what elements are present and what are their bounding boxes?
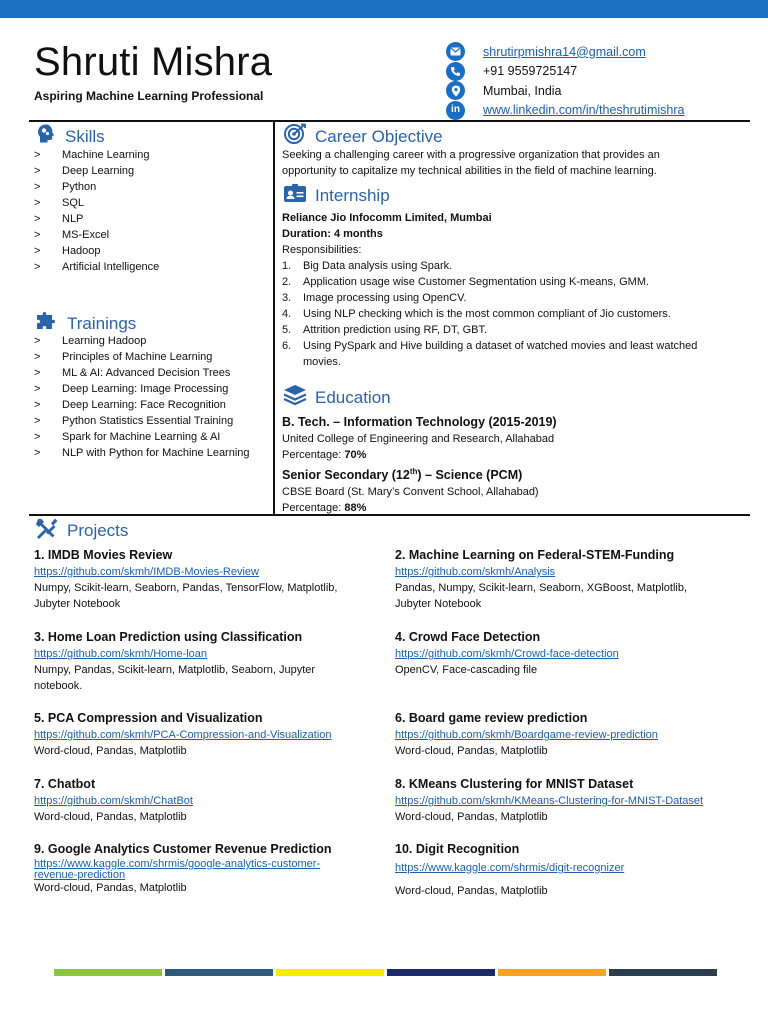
list-item: 4. Using NLP checking which is the most common compliant of Jio customers. bbox=[282, 308, 671, 320]
project-item: 10. Digit Recognition https://www.kaggle.com/shrmis/digit-recognizer Word-cloud, Pandas, Matplotlib bbox=[395, 842, 625, 897]
career-text: Seeking a challenging career with a progressive organization that provides an opportunity to capitalize my technical abilities in the field of machine learning. bbox=[282, 149, 660, 177]
project-item: 4. Crowd Face Detection https://github.com/skmh/Crowd-face-detection OpenCV, Face-cascading file bbox=[395, 630, 619, 676]
education-details bbox=[282, 413, 557, 516]
project-link[interactable]: https://github.com/skmh/ChatBot bbox=[34, 795, 193, 807]
project-link[interactable]: https://github.com/skmh/PCA-Compression-and-Visualization bbox=[34, 729, 332, 741]
project-link[interactable]: https://github.com/skmh/Crowd-face-detection bbox=[395, 648, 619, 660]
project-item: 9. Google Analytics Customer Revenue Prediction https://www.kaggle.com/shrmis/google-analytics-customer- revenue-prediction Word-cloud, Pandas, Matplotlib bbox=[34, 842, 332, 894]
brain-head-icon bbox=[35, 123, 57, 150]
btech-degree: B. Tech. – Information Technology (2015-2019) bbox=[282, 415, 557, 429]
project-item: 5. PCA Compression and Visualization https://github.com/skmh/PCA-Compression-and-Visualization Word-cloud, Pandas, Matplotlib bbox=[34, 711, 332, 757]
contact-block bbox=[446, 42, 746, 120]
ss-board: CBSE Board (St. Mary’s Convent School, Allahabad) bbox=[282, 486, 539, 499]
project-link[interactable]: https://github.com/skmh/Home-loan bbox=[34, 648, 208, 660]
email-icon bbox=[446, 42, 465, 61]
footer-color-bar bbox=[54, 969, 720, 976]
list-item: > ML & AI: Advanced Decision Trees bbox=[34, 367, 231, 379]
linkedin-link[interactable]: www.linkedin.com/in/theshrutimishra bbox=[483, 103, 685, 118]
project-link[interactable]: https://github.com/skmh/IMDB-Movies-Review bbox=[34, 566, 259, 578]
list-item: > Principles of Machine Learning bbox=[34, 351, 213, 363]
list-item: > Hadoop bbox=[34, 245, 101, 257]
skills-list bbox=[34, 147, 159, 275]
footer-segment bbox=[165, 969, 273, 976]
location-pin-icon bbox=[446, 81, 465, 100]
footer-segment bbox=[276, 969, 384, 976]
trainings-title: Trainings bbox=[67, 313, 137, 333]
candidate-name: Shruti Mishra bbox=[34, 40, 273, 84]
skills-heading bbox=[35, 123, 105, 150]
responsibilities-list bbox=[282, 258, 697, 370]
list-item: > SQL bbox=[34, 197, 85, 209]
footer-segment bbox=[498, 969, 606, 976]
btech-college: United College of Engineering and Research, Allahabad bbox=[282, 433, 555, 445]
contact-email-row bbox=[446, 42, 746, 62]
project-item: 6. Board game review prediction https://github.com/skmh/Boardgame-review-prediction Word-cloud, Pandas, Matplotlib bbox=[395, 711, 658, 757]
column-divider bbox=[273, 120, 275, 515]
project-link[interactable]: https://www.kaggle.com/shrmis/digit-recognizer bbox=[395, 862, 625, 874]
btech-percentage: Percentage: 70% bbox=[282, 449, 367, 461]
contact-location-row bbox=[446, 81, 746, 101]
list-item: > Learning Hadoop bbox=[34, 335, 147, 347]
footer-segment bbox=[387, 969, 495, 976]
location-text: Mumbai, India bbox=[483, 83, 562, 98]
phone-number: +91 9559725147 bbox=[483, 64, 578, 79]
education-heading bbox=[283, 384, 391, 411]
list-item: > NLP bbox=[34, 213, 84, 225]
footer-segment bbox=[609, 969, 717, 976]
project-link-continuation[interactable]: revenue-prediction bbox=[34, 869, 126, 881]
skills-title: Skills bbox=[65, 126, 105, 146]
id-badge-icon bbox=[283, 183, 307, 208]
list-item: 3. Image processing using OpenCV. bbox=[282, 292, 467, 304]
email-link[interactable]: shrutirpmishra14@gmail.com bbox=[483, 44, 646, 59]
career-heading bbox=[283, 123, 443, 150]
list-item: 5. Attrition prediction using RF, DT, GBT. bbox=[282, 324, 488, 336]
list-item-continuation: movies. bbox=[303, 356, 341, 368]
project-item: 2. Machine Learning on Federal-STEM-Funding https://github.com/skmh/Analysis Pandas, Numpy, Scikit-learn, Seaborn, XGBoost, Matplotlib, Jubyter Notebook bbox=[395, 548, 688, 610]
project-link[interactable]: https://github.com/skmh/Boardgame-review-prediction bbox=[395, 729, 658, 741]
projects-title: Projects bbox=[67, 520, 129, 540]
project-item: 7. Chatbot https://github.com/skmh/ChatBot Word-cloud, Pandas, Matplotlib bbox=[34, 777, 193, 823]
project-item: 3. Home Loan Prediction using Classification https://github.com/skmh/Home-loan Numpy, Pandas, Scikit-learn, Matplotlib, Seaborn, Jupyter notebook. bbox=[34, 630, 316, 692]
target-icon bbox=[283, 123, 307, 150]
tools-icon bbox=[35, 517, 59, 544]
books-icon bbox=[283, 384, 307, 411]
list-item: > Python bbox=[34, 181, 97, 193]
ss-percentage: Percentage: 88% bbox=[282, 502, 367, 515]
projects-heading bbox=[35, 517, 128, 544]
internship-details: Reliance Jio Infocomm Limited, Mumbai Duration: 4 months Responsibilities: 1. Big Data analysis using Spark. 2. Application usage wise Customer Segmentation using K-means, GMM. 3. Image processing using OpenCV. 4. Using NLP checking which is the most common compliant of Jio customers. 5. Attrition prediction using RF, DT, GBT. 6. Using PySpark and Hive building a dataset of watched movies and least watched movies. bbox=[282, 212, 698, 368]
list-item: > Artificial Intelligence bbox=[34, 261, 160, 273]
top-accent-bar bbox=[0, 0, 768, 18]
internship-title: Internship bbox=[315, 185, 390, 205]
phone-icon bbox=[446, 62, 465, 81]
list-item: 6. Using PySpark and Hive building a dataset of watched movies and least watched bbox=[282, 340, 698, 352]
list-item: > Spark for Machine Learning & AI bbox=[34, 431, 221, 443]
education-title: Education bbox=[315, 387, 391, 407]
list-item: 1. Big Data analysis using Spark. bbox=[282, 260, 453, 272]
linkedin-icon: in bbox=[446, 101, 465, 120]
list-item: > Deep Learning: Image Processing bbox=[34, 383, 229, 395]
list-item: > Deep Learning: Face Recognition bbox=[34, 399, 226, 411]
contact-linkedin-row bbox=[446, 101, 746, 121]
senior-secondary: Senior Secondary (12th) – Science (PCM) bbox=[282, 467, 523, 483]
list-item: > MS-Excel bbox=[34, 229, 110, 241]
project-link[interactable]: https://github.com/skmh/Analysis bbox=[395, 566, 556, 578]
contact-phone-row bbox=[446, 62, 746, 82]
candidate-tagline: Aspiring Machine Learning Professional bbox=[34, 89, 264, 103]
list-item: > NLP with Python for Machine Learning bbox=[34, 447, 250, 459]
list-item: > Deep Learning bbox=[34, 165, 135, 177]
list-item: 2. Application usage wise Customer Segmentation using K-means, GMM. bbox=[282, 276, 650, 288]
footer-segment bbox=[54, 969, 162, 976]
project-link[interactable]: https://github.com/skmh/KMeans-Clustering-for-MNIST-Dataset bbox=[395, 795, 704, 807]
career-title: Career Objective bbox=[315, 126, 443, 146]
project-item: 8. KMeans Clustering for MNIST Dataset https://github.com/skmh/KMeans-Clustering-for-MNIST-Dataset Word-cloud, Pandas, Matplotlib bbox=[395, 777, 704, 823]
list-item: > Python Statistics Essential Training bbox=[34, 415, 234, 427]
project-item: 1. IMDB Movies Review https://github.com/skmh/IMDB-Movies-Review Numpy, Scikit-learn, Seaborn, Pandas, TensorFlow, Matplotlib, Jubyter Notebook bbox=[34, 548, 338, 610]
list-item: > Machine Learning bbox=[34, 149, 150, 161]
header-divider bbox=[29, 120, 750, 122]
project-link[interactable]: https://www.kaggle.com/shrmis/google-analytics-customer- bbox=[34, 858, 321, 870]
internship-heading bbox=[283, 183, 390, 208]
trainings-list bbox=[34, 333, 250, 461]
